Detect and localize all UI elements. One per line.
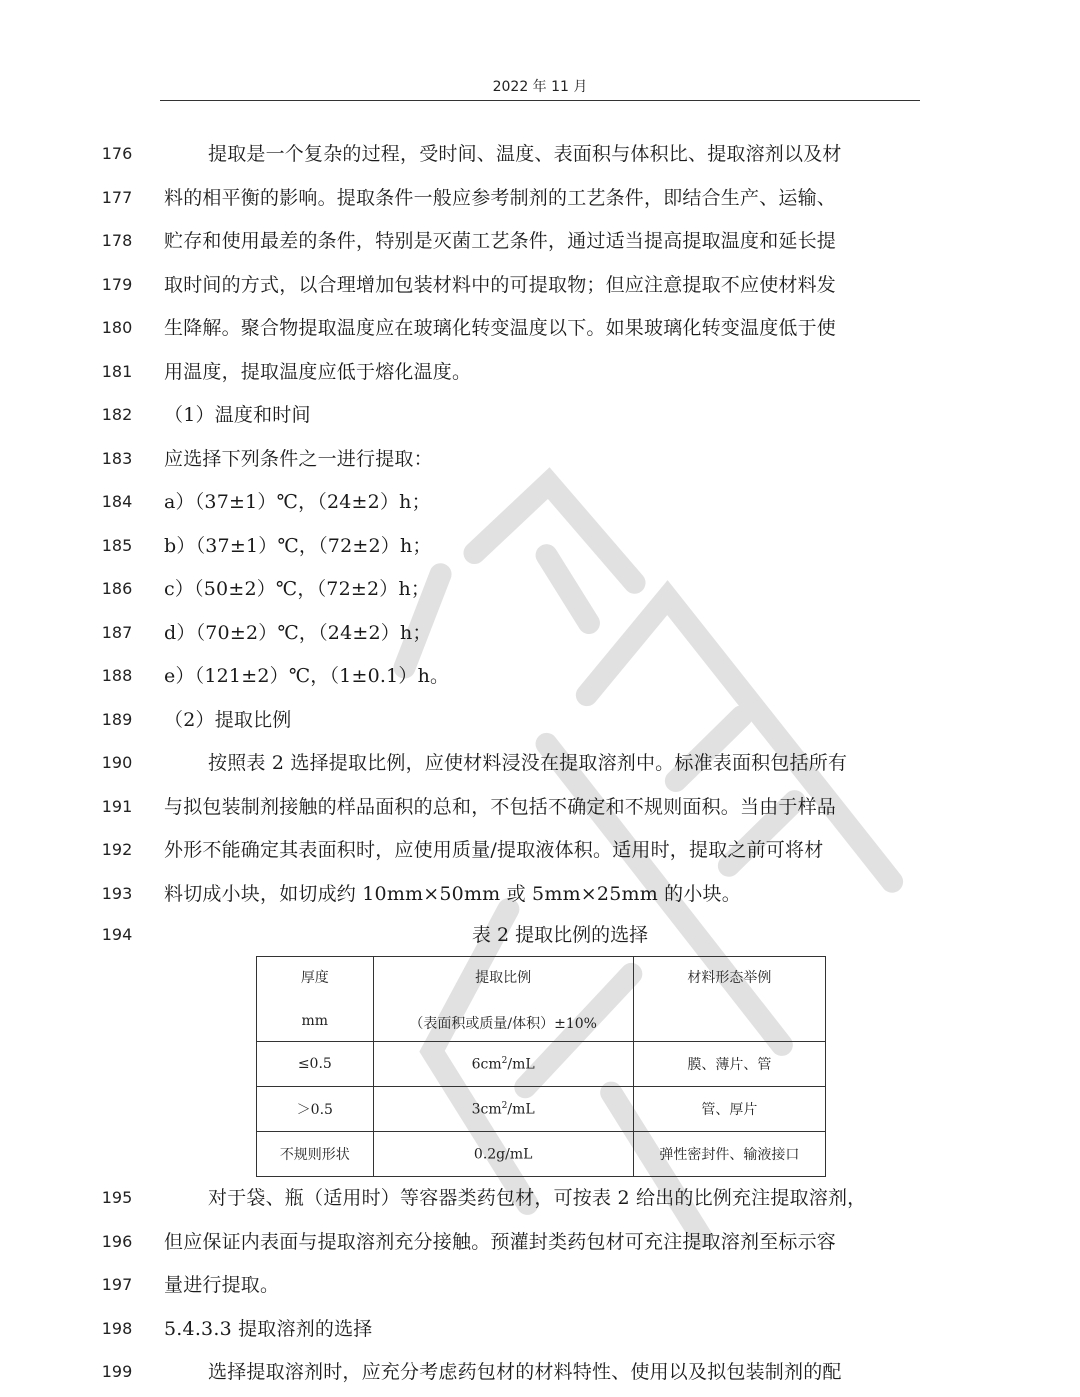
line-number: 196 [101,1231,133,1251]
text-line [0,792,1080,822]
cell-form: 弹性密封件、输液接口 [633,1132,825,1177]
line-text: 对于袋、瓶（适用时）等容器类药包材，可按表 2 给出的比例充注提取溶剂， [208,1187,867,1209]
line-number: 195 [101,1188,133,1207]
line-text: e）（121±2）℃，（1±0.1）h。 [164,665,450,687]
header-ratio-label: 提取比例 [475,970,532,986]
line-number: 199 [101,1362,133,1381]
text-line [0,1270,1080,1300]
text-line [0,444,1080,474]
line-number: 180 [101,318,133,337]
line-text: （1）温度和时间 [164,404,311,426]
text-line [0,270,1080,300]
line-text: 选择提取溶剂时，应充分考虑药包材的材料特性、使用以及拟包装制剂的配 [208,1361,842,1383]
header-ratio-note: （表面积或质量/体积）±10% [409,1016,597,1032]
cell-thickness: 不规则形状 [257,1132,374,1177]
line-text: c）（50±2）℃，（72±2）h； [164,578,431,600]
line-number: 187 [101,622,133,642]
line-text: 用温度，提取温度应低于熔化温度。 [164,360,472,383]
line-number: 178 [101,231,133,250]
line-text: b）（37±1）℃，（72±2）h； [164,534,432,557]
ratio-value: 6cm [471,1056,502,1073]
line-text: 量进行提取。 [164,1274,280,1296]
ratio-value: 3cm [471,1101,502,1118]
header-thickness-unit: mm [301,1013,329,1029]
cell-ratio [373,1087,633,1132]
table-header-row [257,957,826,1042]
line-number: 192 [101,840,133,859]
line-number: 176 [101,144,133,163]
cell-thickness: ＞0.5 [257,1087,374,1132]
text-line [0,183,1080,213]
text-line [0,705,1080,735]
cell-thickness: ≤0.5 [257,1042,374,1087]
ratio-unit: /mL [507,1101,535,1118]
line-text: 生降解。聚合物提取温度应在玻璃化转变温度以下。如果玻璃化转变温度低于使 [164,317,837,339]
line-text: d）（70±2）℃，（24±2）h； [164,621,432,644]
line-text: 按照表 2 选择提取比例，应使材料浸没在提取溶剂中。标准表面积包括所有 [208,752,848,774]
header-form [633,957,825,1042]
text-line [0,139,1080,169]
line-number: 193 [101,883,133,903]
header-ratio [373,957,633,1042]
text-line [0,1183,1080,1213]
table-caption: 表 2 提取比例的选择 [471,924,649,946]
line-number: 194 [101,925,133,944]
line-text: 应选择下列条件之一进行提取： [164,447,433,470]
line-text: 与拟包装制剂接触的样品面积的总和，不包括不确定和不规则面积。当由于样品 [164,795,837,818]
text-line [0,400,1080,430]
text-line [0,1227,1080,1257]
line-number: 190 [101,753,133,772]
line-text: a）（37±1）℃，（24±2）h； [164,491,431,513]
line-number: 181 [101,361,133,381]
text-line [0,661,1080,691]
header-date: 2022 年 11 月 [492,79,588,95]
text-line [0,574,1080,604]
cell-form: 膜、薄片、管 [633,1042,825,1087]
header-form-label: 材料形态举例 [687,970,772,986]
table-row [257,1132,826,1177]
cell-form: 管、厚片 [633,1087,825,1132]
text-line [0,879,1080,909]
line-text: 料切成小块，如切成约 10mm×50mm 或 5mm×25mm 的小块。 [164,882,741,905]
line-text: （2）提取比例 [164,708,292,731]
text-line [0,357,1080,387]
line-number: 191 [101,796,133,816]
line-text: 5.4.3.3 提取溶剂的选择 [164,1317,373,1340]
header-thickness-label: 厚度 [300,970,329,986]
text-line [0,748,1080,778]
header-rule [160,100,920,101]
line-number: 198 [101,1318,133,1338]
text-line [0,487,1080,517]
line-number: 186 [101,579,133,598]
line-text: 但应保证内表面与提取溶剂充分接触。预灌封类药包材可充注提取溶剂至标示容 [164,1230,837,1253]
line-number: 183 [101,448,133,468]
line-number: 185 [101,535,133,555]
line-number: 179 [101,274,133,294]
line-text: 贮存和使用最差的条件，特别是灭菌工艺条件，通过适当提高提取温度和延长提 [164,230,837,252]
line-number: 188 [101,666,133,685]
line-number: 177 [101,187,133,207]
text-line [0,1357,1080,1387]
line-number: 184 [101,492,133,511]
line-text: 外形不能确定其表面积时，应使用质量/提取液体积。适用时，提取之前可将材 [164,839,824,861]
extraction-ratio-table [256,956,826,1177]
text-line [0,313,1080,343]
ratio-exponent: 2 [501,1055,508,1066]
table-row [257,1087,826,1132]
line-number: 197 [101,1275,133,1294]
ratio-exponent: 2 [501,1100,508,1111]
text-line [0,618,1080,648]
line-text: 取时间的方式，以合理增加包装材料中的可提取物；但应注意提取不应使材料发 [164,273,837,296]
ratio-value: 0.2g/mL [473,1146,533,1163]
ratio-unit: /mL [507,1056,535,1073]
line-number: 182 [101,405,133,424]
line-number: 189 [101,709,133,729]
text-line [0,835,1080,865]
text-line [0,1314,1080,1344]
table-row [257,1042,826,1087]
header-thickness [257,957,374,1042]
line-text: 提取是一个复杂的过程，受时间、温度、表面积与体积比、提取溶剂以及材 [208,143,842,165]
cell-ratio [373,1042,633,1087]
cell-ratio [373,1132,633,1177]
text-line [0,226,1080,256]
text-line [0,531,1080,561]
line-text: 料的相平衡的影响。提取条件一般应参考制剂的工艺条件，即结合生产、运输、 [164,186,837,209]
